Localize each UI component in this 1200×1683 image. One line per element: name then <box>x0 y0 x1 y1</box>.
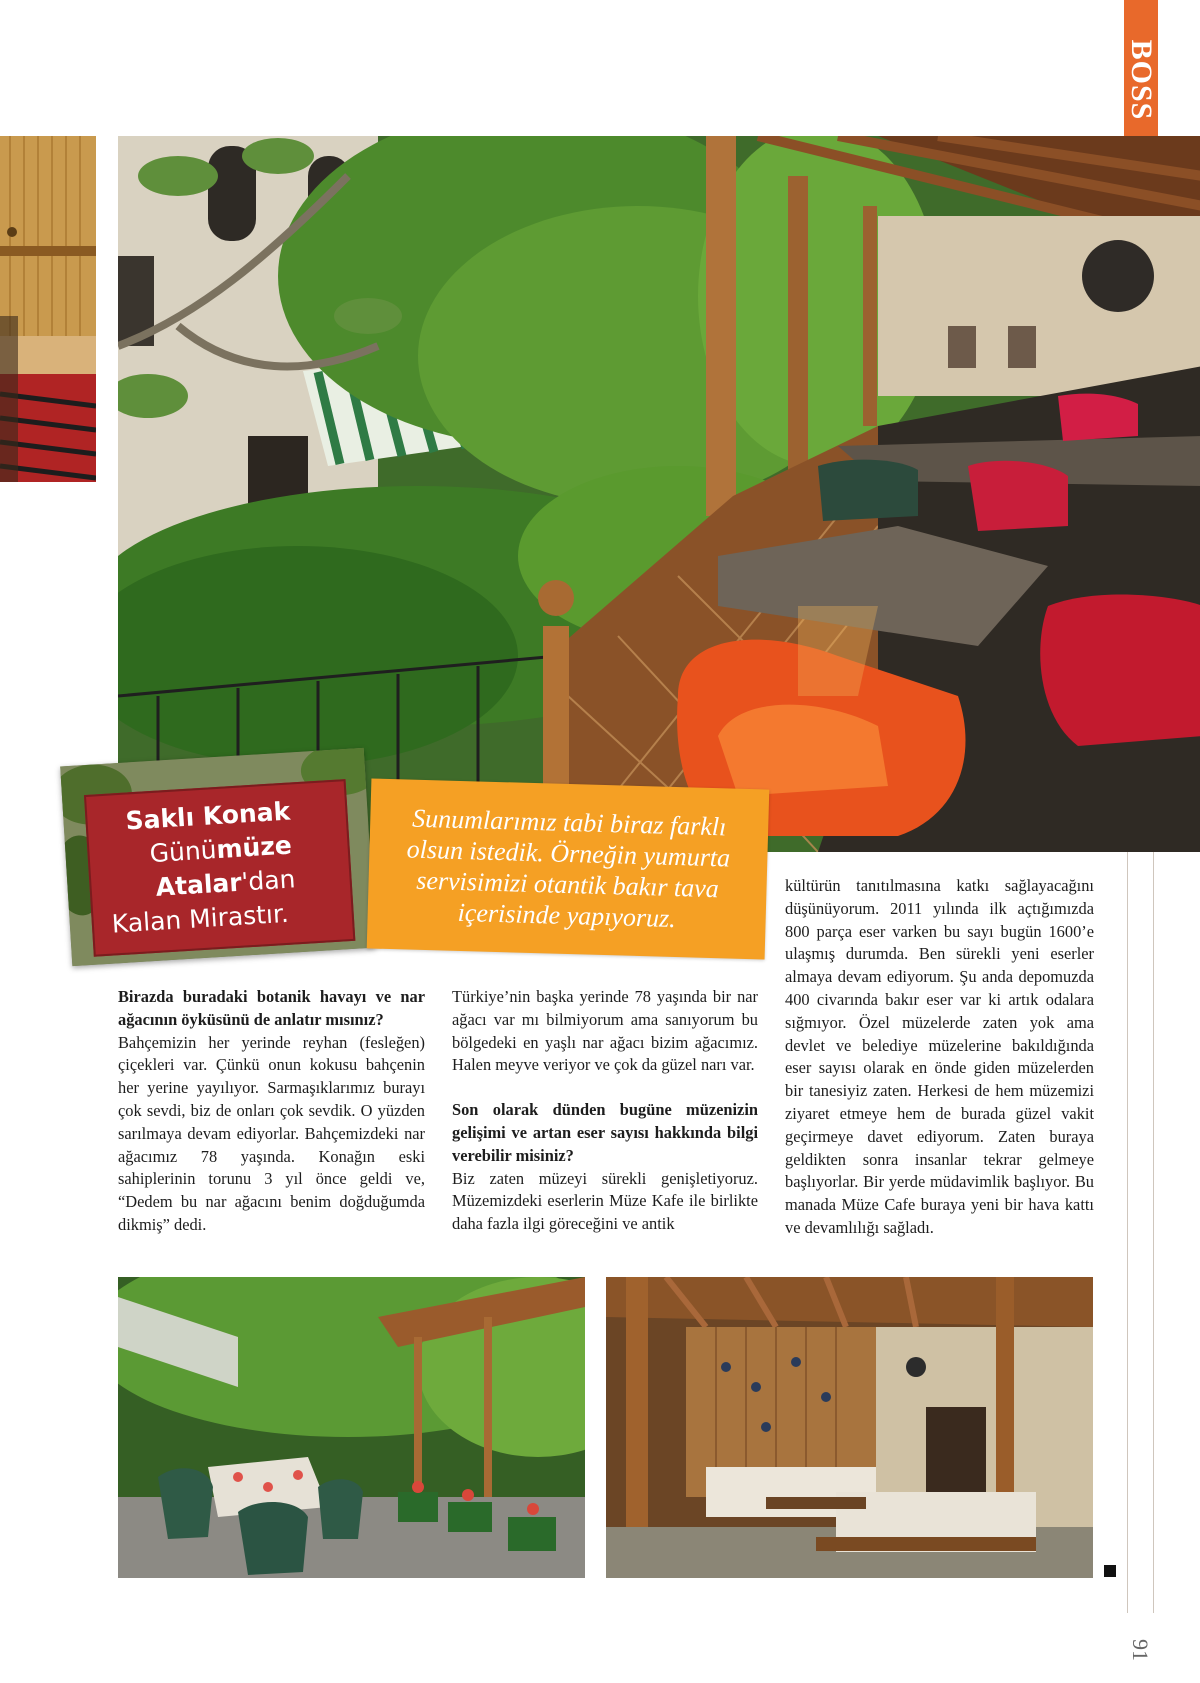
interview-question: Son olarak dünden bugüne müzenizin gelişimi ve artan eser sayısı hakkında bilgi verebilir misiniz? <box>452 1100 758 1165</box>
terrace-cafe-photo <box>118 136 1200 852</box>
article-column-3 <box>785 875 1094 1240</box>
sign-line: Saklı Konak <box>124 796 291 836</box>
sign-text-bold: müze <box>215 830 293 865</box>
garden-seating-photo <box>118 1277 585 1578</box>
interview-answer: Bahçemizin her yerinde reyhan (fesleğen) çiçekleri var. Çünkü onun kokusu bahçenin her yerine yayılıyor. Sarmaşıklarımız burayı çok sevdi, biz de onları çok sevdik. O yüzden sarılmaya devam ediyorlar. Bahçemizdeki nar ağacımız 78 yaşında. Konağın eski sahiplerinin torunu 3 yıl önce geldi ve, “Dedem bu nar ağacını benim doğduğumda dikmiş” dedi. <box>118 1032 425 1234</box>
pull-quote-text: Sunumlarımız tabi biraz farklı olsun istedik. Örneğin yumurta servisimizi otantik bakır tava içerisinde yapıyoruz. <box>406 803 731 934</box>
pull-quote <box>367 778 770 959</box>
interior-photo-crop <box>0 136 96 482</box>
magazine-name: BOSS <box>1125 39 1158 121</box>
interview-question: Birazda buradaki botanik havayı ve nar ağacının öyküsünü de anlatır mısınız? <box>118 987 425 1029</box>
sign-text: Günü <box>148 835 218 869</box>
sign-line: Kalan Mirastır. <box>111 898 290 939</box>
sign-text: 'dan <box>240 864 297 897</box>
lounge-photo <box>606 1277 1093 1578</box>
interview-answer: Biz zaten müzeyi sürekli genişletiyoruz. Müzemizdeki eserlerin Müze Kafe ile birlikte daha fazla ilgi göreceğini ve antik <box>452 1168 758 1234</box>
sign-photo <box>60 748 376 966</box>
interview-answer: Türkiye’nin başka yerinde 78 yaşında bir nar ağacı var mı bilmiyorum ama sanıyorum bu bölgedeki en yaşlı nar ağacı bizim ağacımız. Halen meyve veriyor ve çok da güzel narı var. <box>452 987 758 1075</box>
page-number: 91 <box>1128 1639 1153 1661</box>
sign-board <box>84 779 355 957</box>
sign-text-bold: Atalar <box>154 867 243 902</box>
article-column-2 <box>452 986 758 1236</box>
article-end-mark <box>1104 1565 1116 1577</box>
article-column-1 <box>118 986 425 1237</box>
interview-answer: kültürün tanıtılmasına katkı sağlayacağını düşünüyorum. 2011 yılında ilk açtığımızda 800 parça eser varken bu sayı bugün 1600’e ulaşmış durumda. Ben sürekli yeni eserler almaya devam ediyorum. Şu anda depomuzda 400 civarında bakır eser var ki artık odalara sığmıyor. Özel müzelerde zaten yok ama devlet ve belediye müzelerine bakıldığında eser sayısı olarak en önde giden müzelerden bir tanesiyiz zaten. Herkesi de hem müzemizi ziyaret etmeye hem de burada güzel vakit geçirmeye davet ediyorum. Zaten buraya geldikten sonra insanlar tekrar gelmeye başlıyorlar. Bir yerde müdavimlik başlıyor. Bu manada Müze Cafe buraya yeni bir hava kattı ve devamlılığı sağladı. <box>785 876 1094 1237</box>
